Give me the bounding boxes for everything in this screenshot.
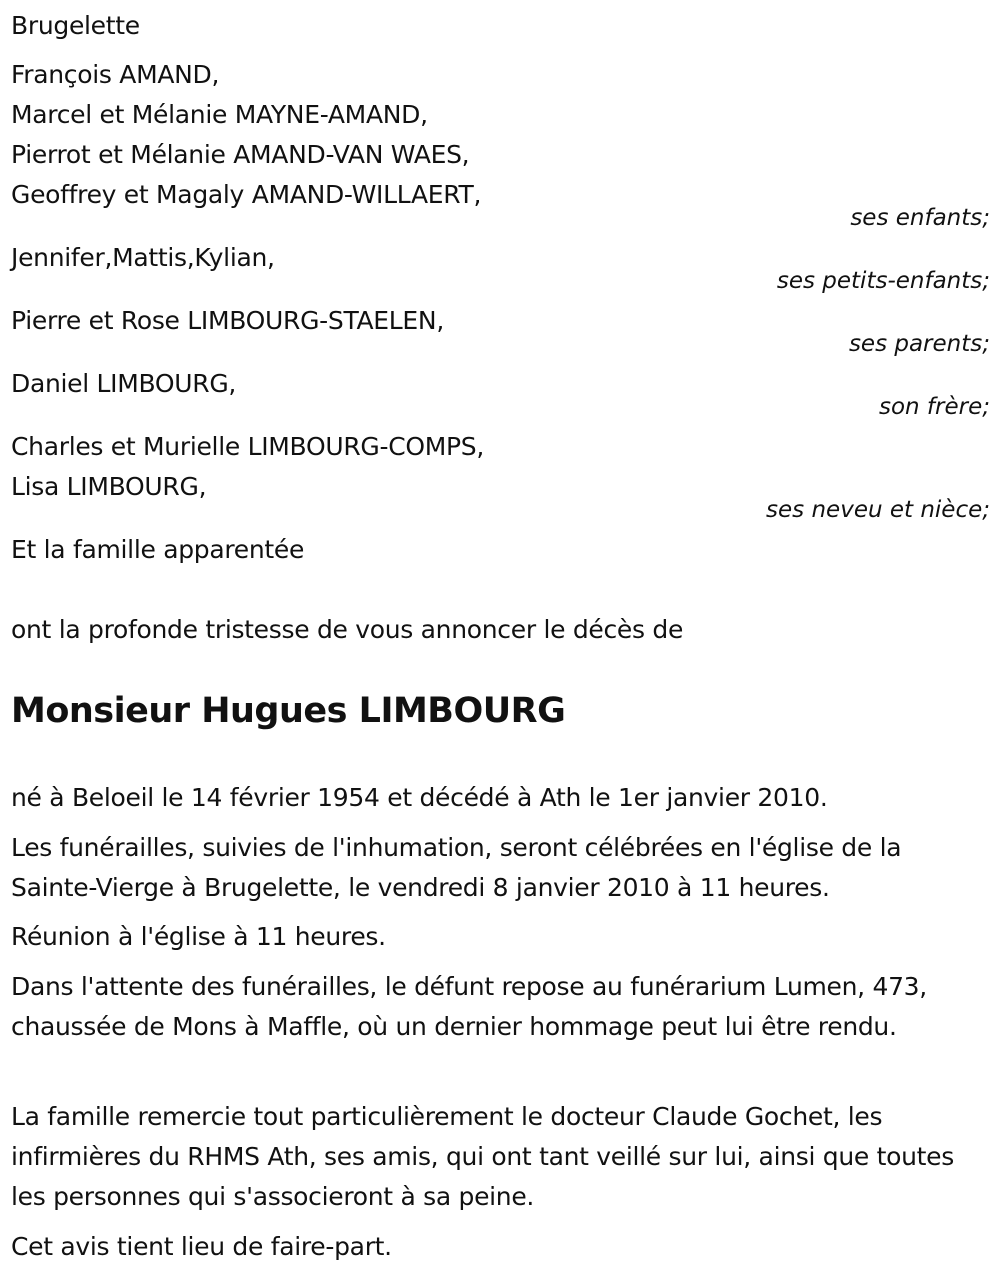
relation-label: ses petits-enfants; [776,268,990,294]
announcement-text: ont la profonde tristesse de vous annoncer le décès de [11,615,684,644]
family-member-name: Lisa LIMBOURG, [11,472,207,501]
location: Brugelette [11,11,140,40]
family-member-name: Jennifer,Mattis,Kylian, [11,243,275,272]
funeral-home-details: Dans l'attente des funérailles, le défunt repose au funérarium Lumen, 473, chaussée de Mons à Maffle, où un dernier hommage peut lui être rendu. [11,972,927,1041]
deceased-name: Monsieur Hugues LIMBOURG [11,691,566,731]
meeting-details: Réunion à l'église à 11 heures. [11,922,386,951]
funeral-details: Les funérailles, suivies de l'inhumation, seront célébrées en l'église de la Sainte-Vierge à Brugelette, le vendredi 8 janvier 2010 à 11 heures. [11,833,902,902]
relation-label: son frère; [878,394,990,420]
family-member-name: Geoffrey et Magaly AMAND-WILLAERT, [11,180,482,209]
relation-label: ses parents; [848,331,990,357]
family-member-name: Daniel LIMBOURG, [11,369,237,398]
family-member-name: Charles et Murielle LIMBOURG-COMPS, [11,432,484,461]
closing-note: Cet avis tient lieu de faire-part. [11,1232,392,1261]
relation-label: ses neveu et nièce; [766,497,990,523]
family-member-name: Pierrot et Mélanie AMAND-VAN WAES, [11,140,470,169]
relation-label: ses enfants; [850,205,990,231]
birth-death-dates: né à Beloeil le 14 février 1954 et décédé à Ath le 1er janvier 2010. [11,783,828,812]
acknowledgements: La famille remercie tout particulièrement le docteur Claude Gochet, les infirmières du RHMS Ath, ses amis, qui ont tant veillé sur lui, ainsi que toutes les personnes qui s'associeront à sa peine. [11,1102,954,1211]
family-member-name: Pierre et Rose LIMBOURG-STAELEN, [11,306,444,335]
extended-family: Et la famille apparentée [11,535,305,564]
family-member-name: François AMAND, [11,60,220,89]
family-member-name: Marcel et Mélanie MAYNE-AMAND, [11,100,428,129]
